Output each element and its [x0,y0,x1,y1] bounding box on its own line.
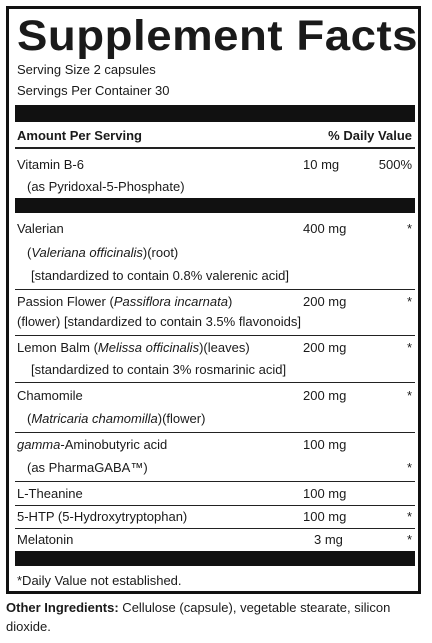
passion-flower-dv: * [406,294,412,309]
daily-value-header: % Daily Value [328,128,412,143]
valerian-dv: * [406,221,412,236]
thick-divider [15,105,415,122]
thick-divider [15,551,415,566]
row-divider [15,382,415,383]
theanine-name: L-Theanine [17,486,83,501]
footnote: *Daily Value not established. [17,573,182,588]
passion-flower-name: Passion Flower (Passiflora incarnata) [17,294,233,309]
vitamin-b6-dv: 500% [378,157,412,172]
valerian-name: Valerian [17,221,64,236]
amount-per-serving-header: Amount Per Serving [17,128,142,143]
row-divider [15,432,415,433]
melatonin-dv: * [406,532,412,547]
htp-dv: * [406,509,412,524]
vitamin-b6-name: Vitamin B-6 [17,157,84,172]
melatonin-amount: 3 mg [314,532,343,547]
valerian-amount: 400 mg [303,221,347,236]
row-divider [15,528,415,529]
valerian-standardization: [standardized to contain 0.8% valerenic acid] [31,268,289,283]
valerian-source: (Valeriana officinalis)(root) [27,245,179,260]
passion-flower-standardization: (flower) [standardized to contain 3.5% flavonoids] [17,314,301,329]
lemon-balm-dv: * [406,340,412,355]
chamomile-source: (Matricaria chamomilla)(flower) [27,411,206,426]
chamomile-amount: 200 mg [303,388,347,403]
lemon-balm-amount: 200 mg [303,340,347,355]
passion-flower-amount: 200 mg [303,294,347,309]
panel-title: Supplement Facts [17,12,419,60]
gaba-form: (as PharmaGABA™) [27,460,148,475]
gaba-dv: * [406,460,412,475]
row-divider [15,481,415,482]
theanine-amount: 100 mg [303,486,347,501]
row-divider [15,505,415,506]
vitamin-b6-amount: 10 mg [303,157,340,172]
other-ingredients-text: Cellulose (capsule), vegetable stearate, silicon dioxide. [6,600,391,634]
servings-per-container: Servings Per Container 30 [17,83,170,98]
melatonin-name: Melatonin [17,532,74,547]
chamomile-name: Chamomile [17,388,83,403]
lemon-balm-standardization: [standardized to contain 3% rosmarinic acid] [31,362,287,377]
other-ingredients [6,598,424,636]
vitamin-b6-form: (as Pyridoxal-5-Phosphate) [27,179,185,194]
row-divider [15,289,415,290]
row-divider [15,335,415,336]
gaba-amount: 100 mg [303,437,347,452]
htp-name: 5-HTP (5-Hydroxytryptophan) [17,509,188,524]
other-ingredients-label: Other Ingredients: [6,600,119,615]
serving-size: Serving Size 2 capsules [17,62,156,77]
gaba-name: gamma-Aminobutyric acid [17,437,168,452]
chamomile-dv: * [406,388,412,403]
supplement-facts-panel [6,6,421,594]
header-divider [15,147,415,149]
lemon-balm-name: Lemon Balm (Melissa officinalis)(leaves) [17,340,250,355]
htp-amount: 100 mg [303,509,347,524]
thick-divider [15,198,415,213]
